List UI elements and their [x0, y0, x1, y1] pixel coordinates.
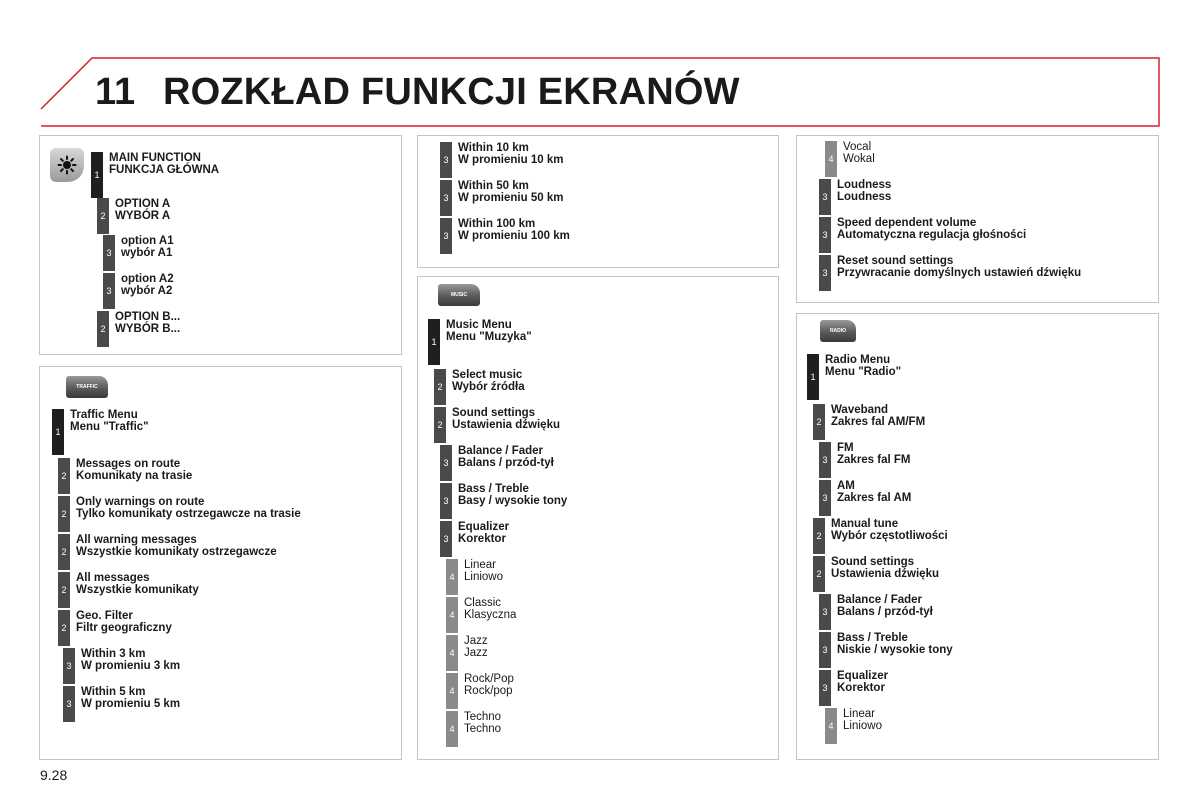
menu-item-label [458, 218, 570, 242]
menu-item-label [452, 369, 525, 393]
menu-item-label [70, 409, 149, 433]
menu-item-label [464, 635, 488, 659]
label-polish: Zakres fal AM/FM [831, 416, 926, 428]
label-english: Select music [452, 369, 523, 381]
label-polish: Wszystkie komunikaty ostrzegawcze [76, 546, 277, 558]
level-indicator: 3 [819, 255, 831, 291]
label-polish: Rock/pop [464, 685, 513, 697]
level-indicator: 4 [825, 141, 837, 177]
menu-item-label [464, 711, 501, 735]
label-english: Messages on route [76, 458, 181, 470]
menu-item-label [109, 152, 219, 176]
label-english: Traffic Menu [70, 409, 138, 421]
menu-item-label [76, 496, 301, 520]
label-english: Equalizer [837, 670, 889, 682]
label-polish: Wszystkie komunikaty [76, 584, 199, 596]
label-english: MAIN FUNCTION [109, 152, 201, 164]
menu-item-label [837, 670, 888, 694]
label-english: Vocal [843, 141, 872, 153]
level-indicator: 2 [813, 518, 825, 554]
menu-item-label [837, 255, 1081, 279]
menu-item-label [843, 708, 882, 732]
level-indicator: 3 [819, 480, 831, 516]
label-english: Within 100 km [458, 218, 536, 230]
label-english: OPTION B... [115, 311, 181, 323]
menu-item-label [81, 648, 180, 672]
level-indicator: 2 [58, 534, 70, 570]
level-indicator: 3 [819, 632, 831, 668]
label-english: Waveband [831, 404, 889, 416]
label-english: Jazz [464, 635, 488, 647]
label-polish: Loudness [837, 191, 892, 203]
label-polish: Balans / przód-tył [458, 457, 554, 469]
level-indicator: 2 [58, 496, 70, 532]
page-title: ROZKŁAD FUNKCJI EKRANÓW [163, 71, 740, 113]
sun-settings-icon [50, 148, 84, 182]
label-english: Geo. Filter [76, 610, 133, 622]
menu-item-label [825, 354, 901, 378]
level-indicator: 4 [825, 708, 837, 744]
label-polish: Techno [464, 723, 502, 735]
label-english: Within 5 km [81, 686, 146, 698]
menu-item-label [464, 559, 503, 583]
label-english: Techno [464, 711, 502, 723]
label-polish: WYBÓR B... [115, 323, 181, 335]
label-polish: Komunikaty na trasie [76, 470, 193, 482]
menu-item-label [837, 442, 911, 466]
label-polish: Filtr geograficzny [76, 622, 172, 634]
chapter-number: 11 [95, 71, 136, 113]
music-tab-icon: MUSIC [438, 284, 480, 306]
page-number: 9.28 [40, 767, 68, 783]
level-indicator: 3 [819, 670, 831, 706]
label-english: Within 50 km [458, 180, 529, 192]
label-english: Rock/Pop [464, 673, 514, 685]
label-polish: W promieniu 3 km [81, 660, 181, 672]
label-english: Speed dependent volume [837, 217, 977, 229]
menu-item-label [76, 572, 199, 596]
menu-item-label [458, 483, 567, 507]
label-polish: W promieniu 5 km [81, 698, 181, 710]
label-polish: W promieniu 50 km [458, 192, 564, 204]
label-polish: Menu "Radio" [825, 366, 902, 378]
menu-item-label [452, 407, 560, 431]
label-polish: Jazz [464, 647, 488, 659]
label-polish: Zakres fal FM [837, 454, 911, 466]
label-english: option A2 [121, 273, 174, 285]
level-indicator: 4 [446, 597, 458, 633]
label-polish: Wybór źródła [452, 381, 525, 393]
label-english: Only warnings on route [76, 496, 205, 508]
level-indicator: 1 [428, 319, 440, 365]
traffic-tab-icon: TRAFFIC [66, 376, 108, 398]
label-english: Balance / Fader [458, 445, 544, 457]
level-indicator: 3 [440, 521, 452, 557]
label-polish: Wokal [843, 153, 875, 165]
label-polish: WYBÓR A [115, 210, 171, 222]
label-english: Classic [464, 597, 502, 609]
menu-item-label [76, 458, 192, 482]
menu-item-label [76, 534, 277, 558]
level-indicator: 4 [446, 635, 458, 671]
level-indicator: 3 [440, 218, 452, 254]
menu-item-label [464, 597, 516, 621]
level-indicator: 3 [63, 648, 75, 684]
menu-item-label [837, 480, 911, 504]
label-polish: Ustawienia dźwięku [831, 568, 940, 580]
menu-item-label [837, 594, 933, 618]
label-polish: Basy / wysokie tony [458, 495, 568, 507]
label-polish: Przywracanie domyślnych ustawień dźwięku [837, 267, 1082, 279]
label-polish: W promieniu 100 km [458, 230, 570, 242]
label-english: OPTION A [115, 198, 171, 210]
label-english: Equalizer [458, 521, 510, 533]
level-indicator: 2 [58, 572, 70, 608]
label-polish: Menu "Muzyka" [446, 331, 532, 343]
level-indicator: 3 [819, 217, 831, 253]
level-indicator: 1 [52, 409, 64, 455]
level-indicator: 3 [819, 442, 831, 478]
level-indicator: 2 [434, 407, 446, 443]
label-polish: Klasyczna [464, 609, 517, 621]
label-english: FM [837, 442, 854, 454]
level-indicator: 3 [103, 235, 115, 271]
label-english: Loudness [837, 179, 892, 191]
level-indicator: 3 [440, 483, 452, 519]
menu-item-label [837, 632, 953, 656]
menu-item-label [458, 142, 563, 166]
label-english: Bass / Treble [458, 483, 529, 495]
menu-item-label [81, 686, 180, 710]
label-polish: Zakres fal AM [837, 492, 912, 504]
menu-item-label [458, 180, 563, 204]
label-english: Manual tune [831, 518, 899, 530]
level-indicator: 2 [58, 610, 70, 646]
label-polish: Korektor [837, 682, 885, 694]
menu-item-label [464, 673, 514, 697]
label-polish: Menu "Traffic" [70, 421, 149, 433]
level-indicator: 2 [813, 404, 825, 440]
level-indicator: 3 [440, 180, 452, 216]
level-indicator: 2 [434, 369, 446, 405]
level-indicator: 3 [440, 142, 452, 178]
label-english: Sound settings [452, 407, 536, 419]
menu-item-label [115, 198, 170, 222]
menu-item-label [831, 518, 948, 542]
label-english: Reset sound settings [837, 255, 954, 267]
label-polish: Liniowo [464, 571, 503, 583]
level-indicator: 2 [813, 556, 825, 592]
label-english: Linear [464, 559, 496, 571]
level-indicator: 2 [97, 198, 109, 234]
level-indicator: 3 [103, 273, 115, 309]
level-indicator: 2 [58, 458, 70, 494]
label-polish: W promieniu 10 km [458, 154, 564, 166]
level-indicator: 3 [819, 594, 831, 630]
level-indicator: 4 [446, 559, 458, 595]
label-english: option A1 [121, 235, 174, 247]
label-english: Within 3 km [81, 648, 146, 660]
label-english: AM [837, 480, 855, 492]
label-polish: wybór A2 [121, 285, 173, 297]
level-indicator: 4 [446, 673, 458, 709]
label-polish: Balans / przód-tył [837, 606, 933, 618]
label-polish: FUNKCJA GŁÓWNA [109, 164, 220, 176]
radio-tab-icon: RADIO [820, 320, 856, 342]
label-polish: Niskie / wysokie tony [837, 644, 953, 656]
label-polish: Tylko komunikaty ostrzegawcze na trasie [76, 508, 301, 520]
label-english: Radio Menu [825, 354, 891, 366]
menu-item-label [843, 141, 875, 165]
menu-item-label [458, 521, 509, 545]
menu-item-label [121, 235, 174, 259]
menu-item-label [446, 319, 532, 343]
level-indicator: 3 [63, 686, 75, 722]
menu-item-label [837, 217, 1026, 241]
menu-item-label [115, 311, 180, 335]
level-indicator: 3 [440, 445, 452, 481]
label-english: All messages [76, 572, 150, 584]
label-polish: Automatyczna regulacja głośności [837, 229, 1027, 241]
label-english: Linear [843, 708, 875, 720]
menu-item-label [831, 556, 939, 580]
label-polish: wybór A1 [121, 247, 173, 259]
label-english: Sound settings [831, 556, 915, 568]
menu-item-label [837, 179, 891, 203]
level-indicator: 2 [97, 311, 109, 347]
label-english: Within 10 km [458, 142, 529, 154]
level-indicator: 4 [446, 711, 458, 747]
label-polish: Wybór częstotliwości [831, 530, 948, 542]
level-indicator: 3 [819, 179, 831, 215]
label-english: Balance / Fader [837, 594, 923, 606]
menu-item-label [121, 273, 174, 297]
label-polish: Korektor [458, 533, 506, 545]
label-english: Bass / Treble [837, 632, 908, 644]
menu-item-label [458, 445, 554, 469]
level-indicator: 1 [807, 354, 819, 400]
label-polish: Ustawienia dźwięku [452, 419, 561, 431]
level-indicator: 1 [91, 152, 103, 198]
menu-item-label [76, 610, 172, 634]
label-polish: Liniowo [843, 720, 882, 732]
label-english: All warning messages [76, 534, 197, 546]
label-english: Music Menu [446, 319, 512, 331]
menu-item-label [831, 404, 925, 428]
